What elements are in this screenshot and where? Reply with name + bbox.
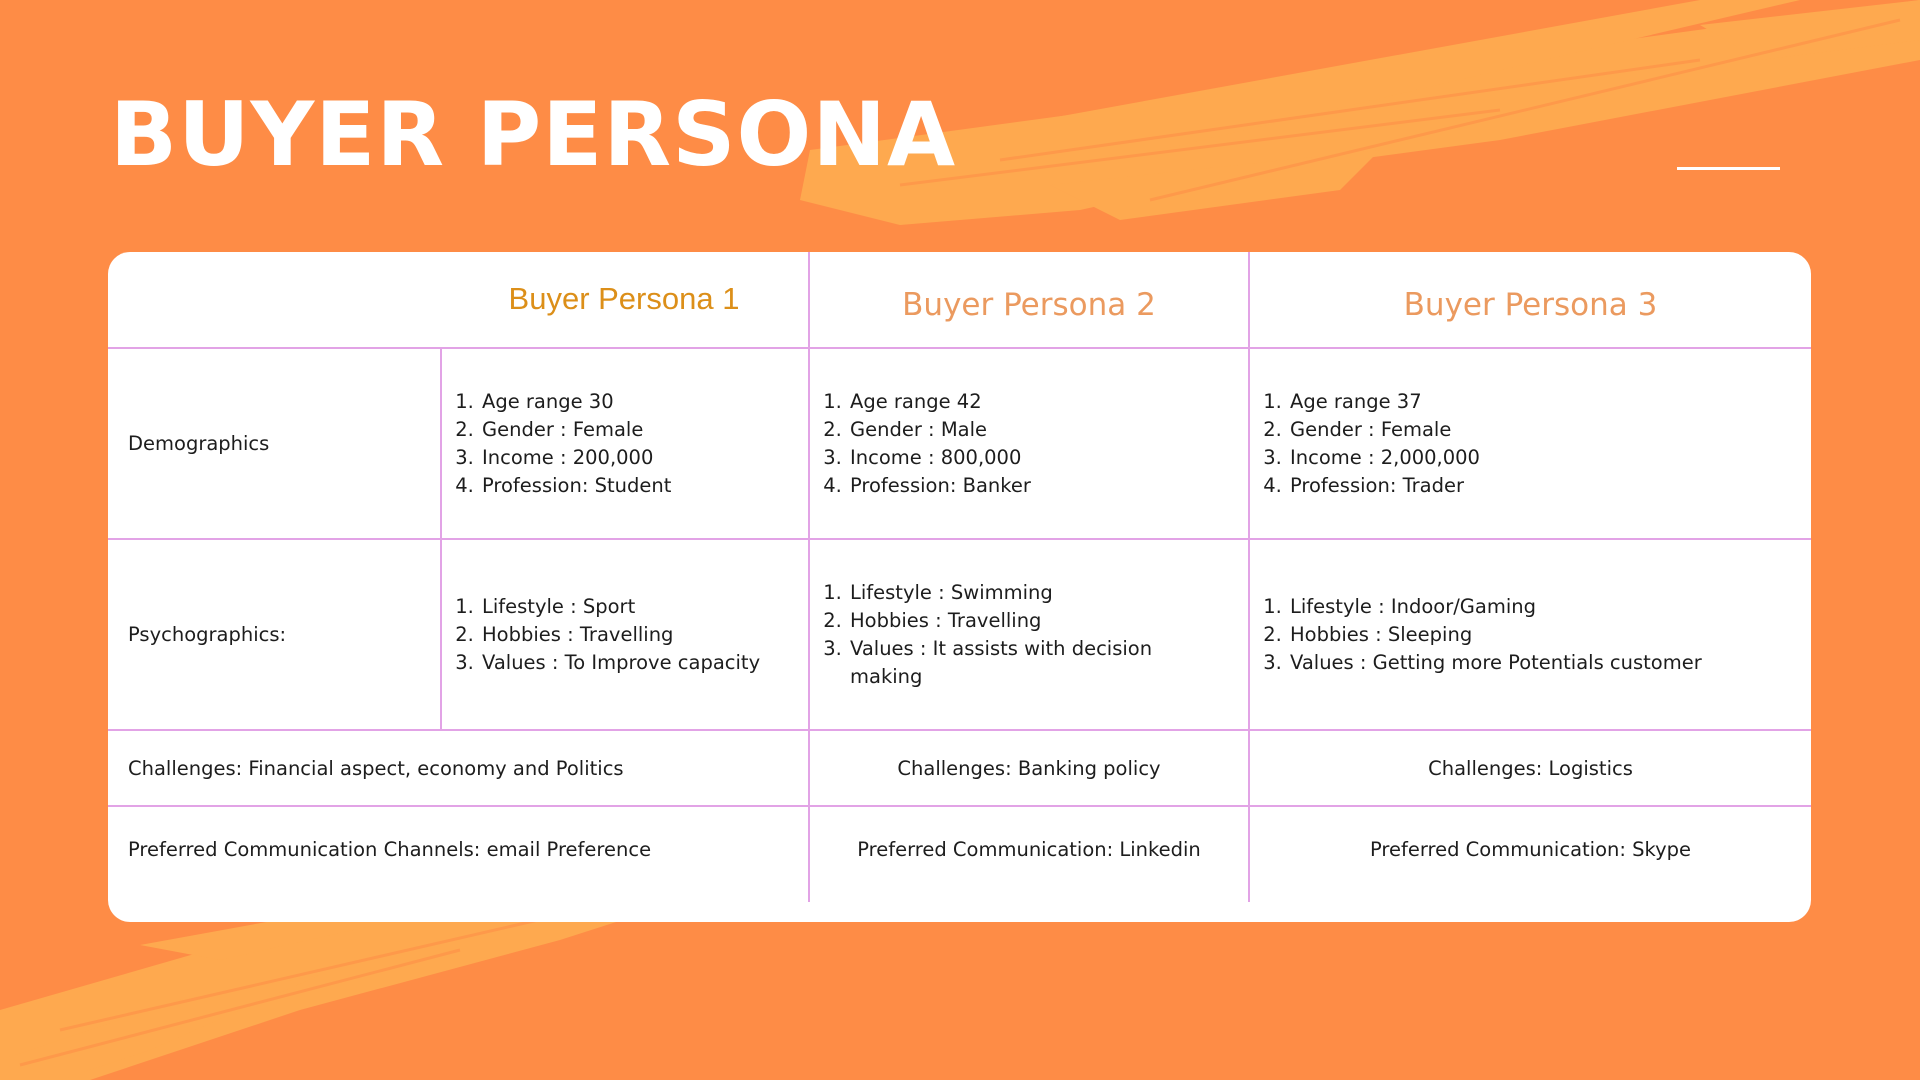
header-persona-3: Buyer Persona 3	[1403, 286, 1658, 323]
challenges-persona-1: Challenges: Financial aspect, economy and Politics	[128, 756, 624, 780]
psychographics-persona-1	[442, 540, 808, 729]
row-label-demographics: Demographics	[128, 432, 270, 455]
list-item: 1. Age range 42	[848, 388, 1031, 416]
list-item: 1. Lifestyle : Indoor/Gaming	[1288, 593, 1702, 621]
communication-persona-1: Preferred Communication Channels: email Preference	[128, 838, 652, 861]
psychographics-list	[1250, 593, 1702, 677]
list-item: 3. Income : 2,000,000	[1288, 444, 1480, 472]
header-persona-2: Buyer Persona 2	[902, 286, 1156, 323]
list-item: 3. Values : To Improve capacity	[480, 649, 760, 677]
challenges-persona-3: Challenges: Logistics	[1428, 756, 1633, 780]
list-item: 1. Lifestyle : Swimming	[848, 579, 1158, 607]
demographics-persona-3	[1250, 349, 1811, 538]
psychographics-persona-3	[1250, 540, 1811, 729]
psychographics-persona-2	[810, 540, 1248, 729]
list-item: 3. Values : It assists with decision making	[848, 635, 1158, 691]
row-label-psychographics: Psychographics:	[128, 623, 287, 646]
list-item: 1. Lifestyle : Sport	[480, 593, 760, 621]
list-item: 3. Values : Getting more Potentials customer	[1288, 649, 1702, 677]
persona-table	[108, 252, 1811, 922]
header-persona-1: Buyer Persona 1	[508, 280, 740, 316]
demographics-list	[442, 388, 671, 500]
psychographics-list	[442, 593, 760, 677]
list-item: 3. Income : 800,000	[848, 444, 1031, 472]
list-item: 2. Hobbies : Sleeping	[1288, 621, 1702, 649]
list-item: 2. Hobbies : Travelling	[480, 621, 760, 649]
demographics-list	[810, 388, 1031, 500]
demographics-persona-1	[442, 349, 808, 538]
list-item: 2. Gender : Female	[1288, 416, 1480, 444]
list-item: 2. Hobbies : Travelling	[848, 607, 1158, 635]
page-title: BUYER PERSONA	[110, 83, 957, 186]
list-item: 2. Gender : Female	[480, 416, 671, 444]
list-item: 1. Age range 37	[1288, 388, 1480, 416]
title-divider	[1677, 167, 1780, 170]
communication-persona-2: Preferred Communication: Linkedin	[857, 838, 1201, 861]
communication-persona-3: Preferred Communication: Skype	[1369, 838, 1692, 861]
list-item: 4. Profession: Student	[480, 472, 671, 500]
challenges-persona-2: Challenges: Banking policy	[897, 756, 1161, 780]
psychographics-list	[810, 579, 1158, 691]
list-item: 4. Profession: Trader	[1288, 472, 1480, 500]
persona-table-card	[108, 252, 1811, 922]
demographics-list	[1250, 388, 1480, 500]
list-item: 2. Gender : Male	[848, 416, 1031, 444]
demographics-persona-2	[810, 349, 1248, 538]
list-item: 3. Income : 200,000	[480, 444, 671, 472]
list-item: 1. Age range 30	[480, 388, 671, 416]
list-item: 4. Profession: Banker	[848, 472, 1031, 500]
